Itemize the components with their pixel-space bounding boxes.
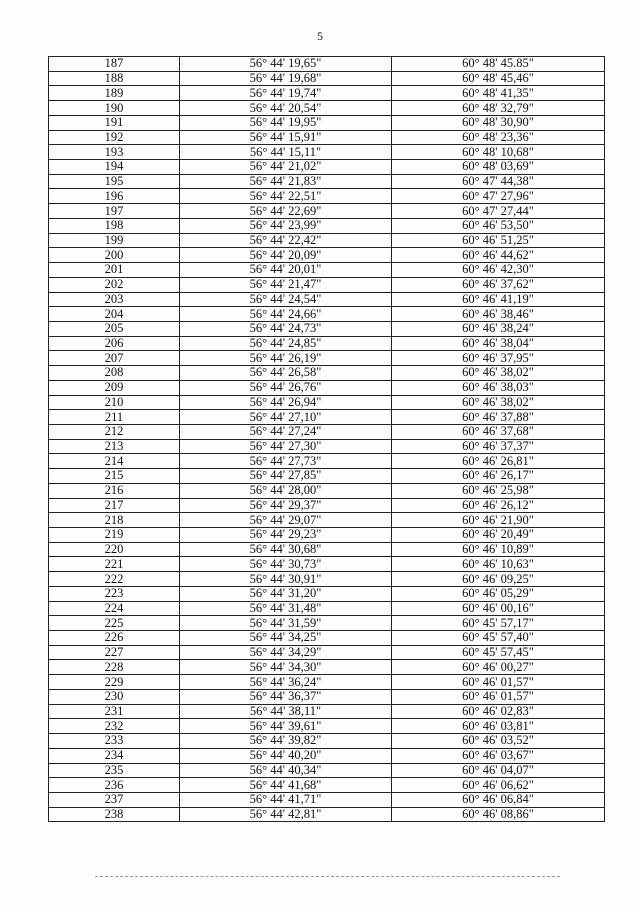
latitude-cell: 56° 44' 31,20" — [180, 586, 392, 601]
latitude-cell: 56° 44' 27,24" — [180, 424, 392, 439]
point-number-cell: 224 — [49, 601, 180, 616]
latitude-cell: 56° 44' 34,29" — [180, 645, 392, 660]
table-row — [49, 807, 605, 822]
latitude-cell: 56° 44' 19,68" — [180, 71, 392, 86]
table-row — [49, 660, 605, 675]
point-number-cell: 235 — [49, 763, 180, 778]
table-row — [49, 336, 605, 351]
longitude-cell: 60° 48' 03,69" — [392, 160, 605, 175]
point-number-cell: 208 — [49, 366, 180, 381]
latitude-cell: 56° 44' 15,91" — [180, 130, 392, 145]
point-number-cell: 216 — [49, 483, 180, 498]
point-number-cell: 189 — [49, 86, 180, 101]
point-number-cell: 221 — [49, 557, 180, 572]
latitude-cell: 56° 44' 19,95" — [180, 115, 392, 130]
bottom-divider — [95, 876, 560, 877]
table-row — [49, 748, 605, 763]
table-row — [49, 366, 605, 381]
point-number-cell: 188 — [49, 71, 180, 86]
coordinates-table — [48, 56, 605, 822]
table-row — [49, 101, 605, 116]
longitude-cell: 60° 46' 21,90" — [392, 513, 605, 528]
latitude-cell: 56° 44' 24,66" — [180, 307, 392, 322]
table-row — [49, 115, 605, 130]
table-row — [49, 145, 605, 160]
table-row — [49, 778, 605, 793]
longitude-cell: 60° 48' 45,46" — [392, 71, 605, 86]
table-row — [49, 557, 605, 572]
longitude-cell: 60° 47' 27,96" — [392, 189, 605, 204]
table-row — [49, 292, 605, 307]
longitude-cell: 60° 46' 37,95" — [392, 351, 605, 366]
table-row — [49, 395, 605, 410]
latitude-cell: 56° 44' 21,47" — [180, 277, 392, 292]
latitude-cell: 56° 44' 29,07" — [180, 513, 392, 528]
latitude-cell: 56° 44' 36,24" — [180, 675, 392, 690]
point-number-cell: 225 — [49, 616, 180, 631]
latitude-cell: 56° 44' 39,61" — [180, 719, 392, 734]
point-number-cell: 196 — [49, 189, 180, 204]
latitude-cell: 56° 44' 40,34" — [180, 763, 392, 778]
table-row — [49, 601, 605, 616]
point-number-cell: 191 — [49, 115, 180, 130]
point-number-cell: 195 — [49, 174, 180, 189]
latitude-cell: 56° 44' 27,73" — [180, 454, 392, 469]
table-row — [49, 71, 605, 86]
point-number-cell: 220 — [49, 542, 180, 557]
point-number-cell: 212 — [49, 424, 180, 439]
longitude-cell: 60° 46' 26,17" — [392, 469, 605, 484]
longitude-cell: 60° 46' 53,50" — [392, 218, 605, 233]
latitude-cell: 56° 44' 20,09" — [180, 248, 392, 263]
latitude-cell: 56° 44' 22,42" — [180, 233, 392, 248]
table-row — [49, 513, 605, 528]
table-row — [49, 439, 605, 454]
point-number-cell: 213 — [49, 439, 180, 454]
point-number-cell: 207 — [49, 351, 180, 366]
latitude-cell: 56° 44' 22,51" — [180, 189, 392, 204]
longitude-cell: 60° 46' 00,27" — [392, 660, 605, 675]
table-row — [49, 321, 605, 336]
latitude-cell: 56° 44' 22,69" — [180, 204, 392, 219]
point-number-cell: 206 — [49, 336, 180, 351]
longitude-cell: 60° 47' 44,38" — [392, 174, 605, 189]
latitude-cell: 56° 44' 31,59" — [180, 616, 392, 631]
longitude-cell: 60° 45' 57,17" — [392, 616, 605, 631]
longitude-cell: 60° 46' 02,83" — [392, 704, 605, 719]
table-row — [49, 277, 605, 292]
table-row — [49, 719, 605, 734]
point-number-cell: 198 — [49, 218, 180, 233]
table-row — [49, 631, 605, 646]
longitude-cell: 60° 46' 00,16" — [392, 601, 605, 616]
longitude-cell: 60° 46' 37,62" — [392, 277, 605, 292]
latitude-cell: 56° 44' 30,91" — [180, 572, 392, 587]
longitude-cell: 60° 46' 05,29" — [392, 586, 605, 601]
longitude-cell: 60° 46' 37,37" — [392, 439, 605, 454]
latitude-cell: 56° 44' 29,37" — [180, 498, 392, 513]
latitude-cell: 56° 44' 39,82" — [180, 734, 392, 749]
longitude-cell: 60° 46' 41,19" — [392, 292, 605, 307]
longitude-cell: 60° 46' 20,49" — [392, 528, 605, 543]
latitude-cell: 56° 44' 20,01" — [180, 263, 392, 278]
latitude-cell: 56° 44' 20,54" — [180, 101, 392, 116]
point-number-cell: 187 — [49, 57, 180, 72]
latitude-cell: 56° 44' 21,83" — [180, 174, 392, 189]
point-number-cell: 209 — [49, 380, 180, 395]
point-number-cell: 214 — [49, 454, 180, 469]
latitude-cell: 56° 44' 26,76" — [180, 380, 392, 395]
longitude-cell: 60° 46' 26,12" — [392, 498, 605, 513]
table-row — [49, 528, 605, 543]
longitude-cell: 60° 45' 57,40" — [392, 631, 605, 646]
latitude-cell: 56° 44' 27,85" — [180, 469, 392, 484]
table-row — [49, 645, 605, 660]
longitude-cell: 60° 46' 01,57" — [392, 689, 605, 704]
table-row — [49, 86, 605, 101]
latitude-cell: 56° 44' 26,19" — [180, 351, 392, 366]
point-number-cell: 215 — [49, 469, 180, 484]
table-row — [49, 380, 605, 395]
latitude-cell: 56° 44' 19,74" — [180, 86, 392, 101]
table-row — [49, 351, 605, 366]
longitude-cell: 60° 46' 38,02" — [392, 395, 605, 410]
longitude-cell: 60° 46' 09,25" — [392, 572, 605, 587]
latitude-cell: 56° 44' 27,10" — [180, 410, 392, 425]
longitude-cell: 60° 46' 38,24" — [392, 321, 605, 336]
longitude-cell: 60° 46' 25,98" — [392, 483, 605, 498]
latitude-cell: 56° 44' 41,71" — [180, 792, 392, 807]
table-row — [49, 410, 605, 425]
table-row — [49, 734, 605, 749]
point-number-cell: 201 — [49, 263, 180, 278]
longitude-cell: 60° 46' 08,86" — [392, 807, 605, 822]
point-number-cell: 193 — [49, 145, 180, 160]
longitude-cell: 60° 46' 37,68" — [392, 424, 605, 439]
longitude-cell: 60° 46' 26,81" — [392, 454, 605, 469]
point-number-cell: 194 — [49, 160, 180, 175]
latitude-cell: 56° 44' 15,11" — [180, 145, 392, 160]
table-row — [49, 130, 605, 145]
table-row — [49, 542, 605, 557]
longitude-cell: 60° 48' 23,36" — [392, 130, 605, 145]
table-row — [49, 616, 605, 631]
latitude-cell: 56° 44' 38,11" — [180, 704, 392, 719]
latitude-cell: 56° 44' 24,54" — [180, 292, 392, 307]
point-number-cell: 229 — [49, 675, 180, 690]
table-row — [49, 233, 605, 248]
point-number-cell: 227 — [49, 645, 180, 660]
longitude-cell: 60° 48' 30,90" — [392, 115, 605, 130]
table-row — [49, 174, 605, 189]
longitude-cell: 60° 46' 03,52" — [392, 734, 605, 749]
longitude-cell: 60° 48' 32,79" — [392, 101, 605, 116]
table-row — [49, 689, 605, 704]
point-number-cell: 234 — [49, 748, 180, 763]
point-number-cell: 238 — [49, 807, 180, 822]
point-number-cell: 200 — [49, 248, 180, 263]
latitude-cell: 56° 44' 27,30" — [180, 439, 392, 454]
table-row — [49, 469, 605, 484]
longitude-cell: 60° 46' 37,88" — [392, 410, 605, 425]
longitude-cell: 60° 46' 06,62" — [392, 778, 605, 793]
point-number-cell: 204 — [49, 307, 180, 322]
coordinates-table-body — [49, 57, 605, 822]
table-row — [49, 160, 605, 175]
point-number-cell: 210 — [49, 395, 180, 410]
latitude-cell: 56° 44' 29,23" — [180, 528, 392, 543]
table-row — [49, 675, 605, 690]
point-number-cell: 232 — [49, 719, 180, 734]
latitude-cell: 56° 44' 30,73" — [180, 557, 392, 572]
latitude-cell: 56° 44' 19,65" — [180, 57, 392, 72]
point-number-cell: 228 — [49, 660, 180, 675]
point-number-cell: 211 — [49, 410, 180, 425]
table-row — [49, 704, 605, 719]
longitude-cell: 60° 47' 27,44" — [392, 204, 605, 219]
latitude-cell: 56° 44' 36,37" — [180, 689, 392, 704]
latitude-cell: 56° 44' 21,02" — [180, 160, 392, 175]
table-row — [49, 248, 605, 263]
table-row — [49, 204, 605, 219]
longitude-cell: 60° 46' 10,89" — [392, 542, 605, 557]
table-row — [49, 498, 605, 513]
point-number-cell: 237 — [49, 792, 180, 807]
latitude-cell: 56° 44' 24,85" — [180, 336, 392, 351]
latitude-cell: 56° 44' 26,58" — [180, 366, 392, 381]
longitude-cell: 60° 46' 04,07" — [392, 763, 605, 778]
latitude-cell: 56° 44' 23,99" — [180, 218, 392, 233]
point-number-cell: 217 — [49, 498, 180, 513]
longitude-cell: 60° 46' 38,46" — [392, 307, 605, 322]
latitude-cell: 56° 44' 30,68" — [180, 542, 392, 557]
latitude-cell: 56° 44' 40,20" — [180, 748, 392, 763]
point-number-cell: 233 — [49, 734, 180, 749]
point-number-cell: 205 — [49, 321, 180, 336]
latitude-cell: 56° 44' 34,30" — [180, 660, 392, 675]
table-row — [49, 454, 605, 469]
table-row — [49, 792, 605, 807]
latitude-cell: 56° 44' 31,48" — [180, 601, 392, 616]
table-row — [49, 307, 605, 322]
point-number-cell: 202 — [49, 277, 180, 292]
table-row — [49, 424, 605, 439]
longitude-cell: 60° 46' 42,30" — [392, 263, 605, 278]
point-number-cell: 226 — [49, 631, 180, 646]
point-number-cell: 236 — [49, 778, 180, 793]
page-number: 5 — [317, 29, 323, 43]
latitude-cell: 56° 44' 24,73" — [180, 321, 392, 336]
longitude-cell: 60° 46' 10,63" — [392, 557, 605, 572]
point-number-cell: 199 — [49, 233, 180, 248]
longitude-cell: 60° 48' 10,68" — [392, 145, 605, 160]
table-row — [49, 586, 605, 601]
longitude-cell: 60° 46' 38,04" — [392, 336, 605, 351]
table-row — [49, 189, 605, 204]
point-number-cell: 219 — [49, 528, 180, 543]
longitude-cell: 60° 48' 45.85" — [392, 57, 605, 72]
point-number-cell: 218 — [49, 513, 180, 528]
table-row — [49, 763, 605, 778]
point-number-cell: 203 — [49, 292, 180, 307]
table-row — [49, 572, 605, 587]
latitude-cell: 56° 44' 34,25" — [180, 631, 392, 646]
point-number-cell: 197 — [49, 204, 180, 219]
longitude-cell: 60° 45' 57,45" — [392, 645, 605, 660]
longitude-cell: 60° 46' 03,67" — [392, 748, 605, 763]
table-row — [49, 57, 605, 72]
longitude-cell: 60° 46' 38,02" — [392, 366, 605, 381]
longitude-cell: 60° 46' 01,57" — [392, 675, 605, 690]
longitude-cell: 60° 46' 44,62" — [392, 248, 605, 263]
longitude-cell: 60° 46' 38,03" — [392, 380, 605, 395]
latitude-cell: 56° 44' 28,00" — [180, 483, 392, 498]
longitude-cell: 60° 46' 06,84" — [392, 792, 605, 807]
longitude-cell: 60° 46' 51,25" — [392, 233, 605, 248]
point-number-cell: 192 — [49, 130, 180, 145]
table-row — [49, 218, 605, 233]
table-row — [49, 263, 605, 278]
table-row — [49, 483, 605, 498]
point-number-cell: 190 — [49, 101, 180, 116]
point-number-cell: 223 — [49, 586, 180, 601]
latitude-cell: 56° 44' 42,81" — [180, 807, 392, 822]
latitude-cell: 56° 44' 41,68" — [180, 778, 392, 793]
longitude-cell: 60° 48' 41,35" — [392, 86, 605, 101]
longitude-cell: 60° 46' 03,81" — [392, 719, 605, 734]
latitude-cell: 56° 44' 26,94" — [180, 395, 392, 410]
point-number-cell: 222 — [49, 572, 180, 587]
point-number-cell: 231 — [49, 704, 180, 719]
point-number-cell: 230 — [49, 689, 180, 704]
